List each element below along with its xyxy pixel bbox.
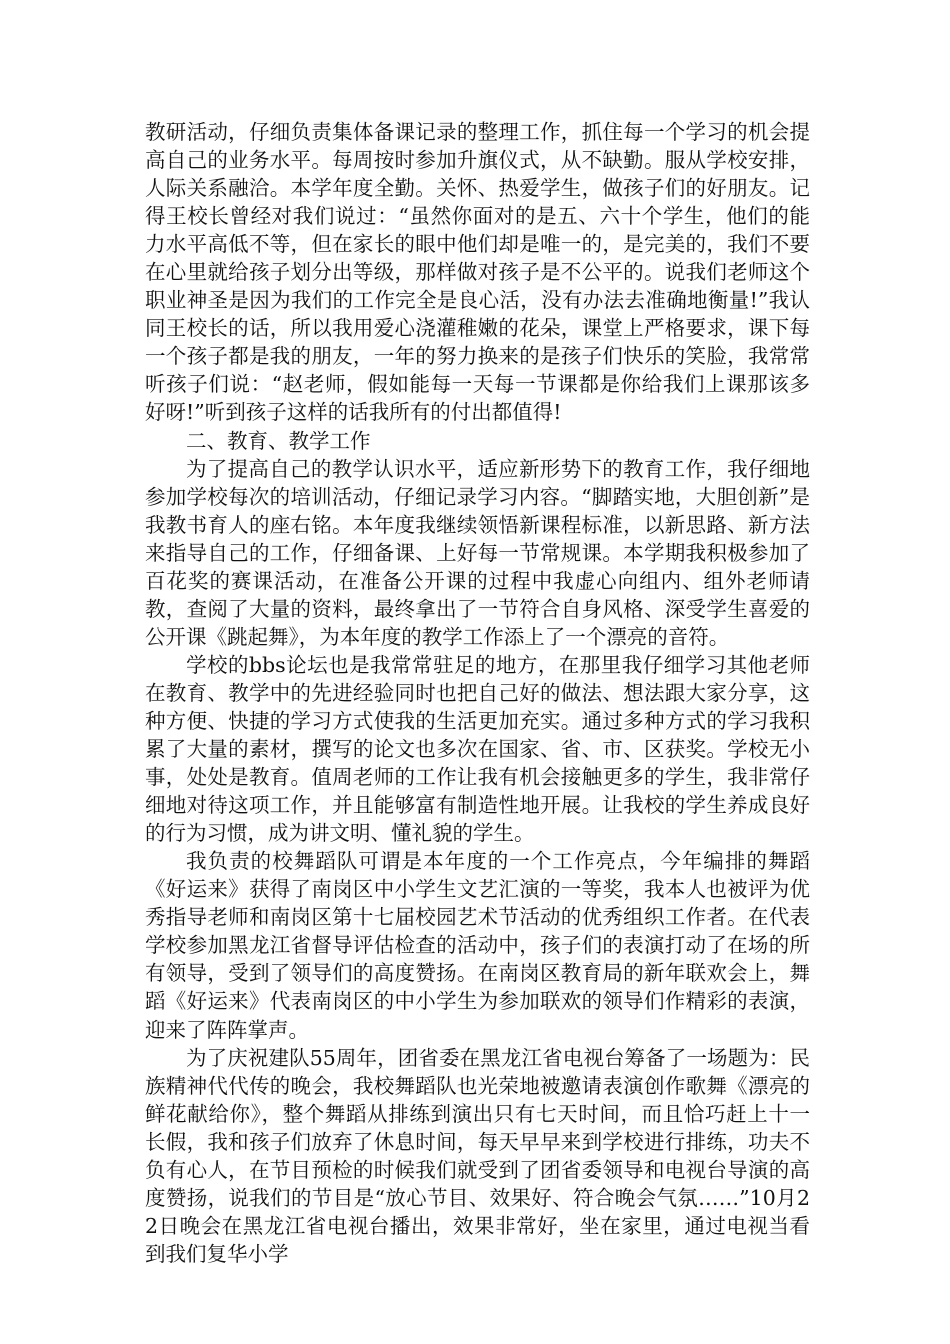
section-heading-education-teaching: 二、教育、教学工作 (186, 428, 371, 453)
paragraph-teaching-activities: 教研活动，仔细负责集体备课记录的整理工作，抓住每一个学习的机会提高自己的业务水平。每周按时参加升旗仪式，从不缺勤。服从学校安排，人际关系融洽。本学年度全勤。关怀、热爱学生，做孩子们的好朋友。记得王校长曾经对我们说过：“虽然你面对的是五、六十个学生，他们的能力水平高低不等，但在家长的眼中他们却是唯一的，是完美的，我们不要在心里就给孩子划分出等级，那样做对孩子是不公平的。说我们老师这个职业神圣是因为我们的工作完全是良心活，没有办法去准确地衡量!”我认同王校长的话，所以我用爱心浇灌稚嫩的花朵，课堂上严格要求，课下每一个孩子都是我的朋友，一年的努力换来的是孩子们快乐的笑脸，我常常听孩子们说：“赵老师，假如能每一天每一节课都是你给我们上课那该多好呀!”听到孩子这样的话我所有的付出都值得! (145, 120, 810, 425)
paragraph-dance-team: 我负责的校舞蹈队可谓是本年度的一个工作亮点，今年编排的舞蹈《好运来》获得了南岗区中小学生文艺汇演的一等奖，我本人也被评为优秀指导老师和南岗区第十七届校园艺术节活动的优秀组织工作者。在代表学校参加黑龙江省督导评估检查的活动中，孩子们的表演打动了在场的所有领导，受到了领导们的高度赞扬。在南岗区教育局的新年联欢会上，舞蹈《好运来》代表南岗区的中小学生为参加联欢的领导们作精彩的表演，迎来了阵阵掌声。 (145, 849, 810, 1042)
paragraph-teaching-awareness: 为了提高自己的教学认识水平，适应新形势下的教育工作，我仔细地参加学校每次的培训活动，仔细记录学习内容。“脚踏实地，大胆创新”是我教书育人的座右铭。本年度我继续领悟新课程标准，以新思路、新方法来指导自己的工作，仔细备课、上好每一节常规课。本学期我积极参加了百花奖的赛课活动，在准备公开课的过程中我虚心向组内、组外老师请教，查阅了大量的资料，最终拿出了一节符合自身风格、深受学生喜爱的公开课《跳起舞》，为本年度的教学工作添上了一个漂亮的音符。 (145, 456, 810, 649)
document-page (145, 118, 810, 1268)
paragraph-anniversary-performance: 为了庆祝建队55周年，团省委在黑龙江省电视台筹备了一场题为：民族精神代代传的晚会，我校舞蹈队也光荣地被邀请表演创作歌舞《漂亮的鲜花献给你》，整个舞蹈从排练到演出只有七天时间，而且恰巧赶上十一长假，我和孩子们放弃了休息时间，每天早早来到学校进行排练，功夫不负有心人，在节目预检的时候我们就受到了团省委领导和电视台导演的高度赞扬，说我们的节目是“放心节目、效果好、符合晚会气氛……”10月22日晚会在黑龙江省电视台播出，效果非常好，坐在家里，通过电视当看到我们复华小学 (145, 1045, 810, 1266)
paragraph-bbs-forum: 学校的bbs论坛也是我常常驻足的地方，在那里我仔细学习其他老师在教育、教学中的先进经验同时也把自己好的做法、想法跟大家分享，这种方便、快捷的学习方式使我的生活更加充实。通过多种方式的学习我积累了大量的素材，撰写的论文也多次在国家、省、市、区获奖。学校无小事，处处是教育。值周老师的工作让我有机会接触更多的学生，我非常仔细地对待这项工作，并且能够富有制造性地开展。让我校的学生养成良好的行为习惯，成为讲文明、懂礼貌的学生。 (145, 652, 810, 846)
